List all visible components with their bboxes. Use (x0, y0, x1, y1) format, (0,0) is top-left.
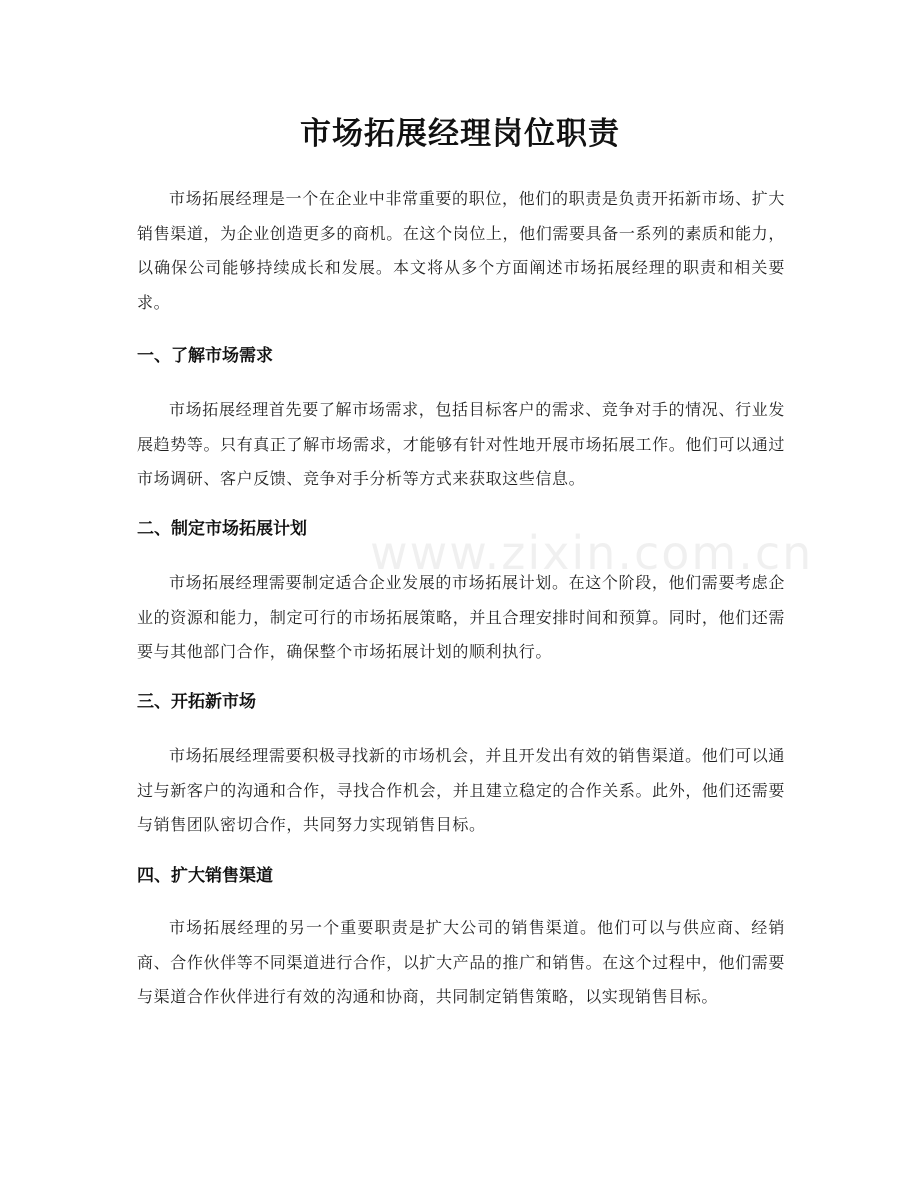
section-heading-3: 三、开拓新市场 (137, 692, 256, 712)
section-body-4: 市场拓展经理的另一个重要职责是扩大公司的销售渠道。他们可以与供应商、经销商、合作伙伴等不同渠道进行合作，以扩大产品的推广和销售。在这个过程中，他们需要与渠道合作伙伴进行有效的沟通和协商，共同制定销售策略，以实现销售目标。 (137, 918, 785, 1006)
document-title: 市场拓展经理岗位职责 (300, 116, 620, 152)
watermark: www.zixin.com.cn (370, 526, 814, 580)
section-body-3: 市场拓展经理需要积极寻找新的市场机会，并且开发出有效的销售渠道。他们可以通过与新客户的沟通和合作，寻找合作机会，并且建立稳定的合作关系。此外，他们还需要与销售团队密切合作，共同努力实现销售目标。 (137, 746, 785, 834)
section-heading-2: 二、制定市场拓展计划 (137, 519, 307, 539)
section-heading-1: 一、了解市场需求 (137, 346, 273, 366)
intro-paragraph: 市场拓展经理是一个在企业中非常重要的职位，他们的职责是负责开拓新市场、扩大销售渠道，为企业创造更多的商机。在这个岗位上，他们需要具备一系列的素质和能力，以确保公司能够持续成长和发展。本文将从多个方面阐述市场拓展经理的职责和相关要求。 (137, 189, 785, 312)
section-heading-4: 四、扩大销售渠道 (137, 866, 273, 886)
section-body-1: 市场拓展经理首先要了解市场需求，包括目标客户的需求、竞争对手的情况、行业发展趋势等。只有真正了解市场需求，才能够有针对性地开展市场拓展工作。他们可以通过市场调研、客户反馈、竞争对手分析等方式来获取这些信息。 (137, 400, 785, 488)
section-body-2: 市场拓展经理需要制定适合企业发展的市场拓展计划。在这个阶段，他们需要考虑企业的资源和能力，制定可行的市场拓展策略，并且合理安排时间和预算。同时，他们还需要与其他部门合作，确保整个市场拓展计划的顺利执行。 (137, 573, 785, 661)
